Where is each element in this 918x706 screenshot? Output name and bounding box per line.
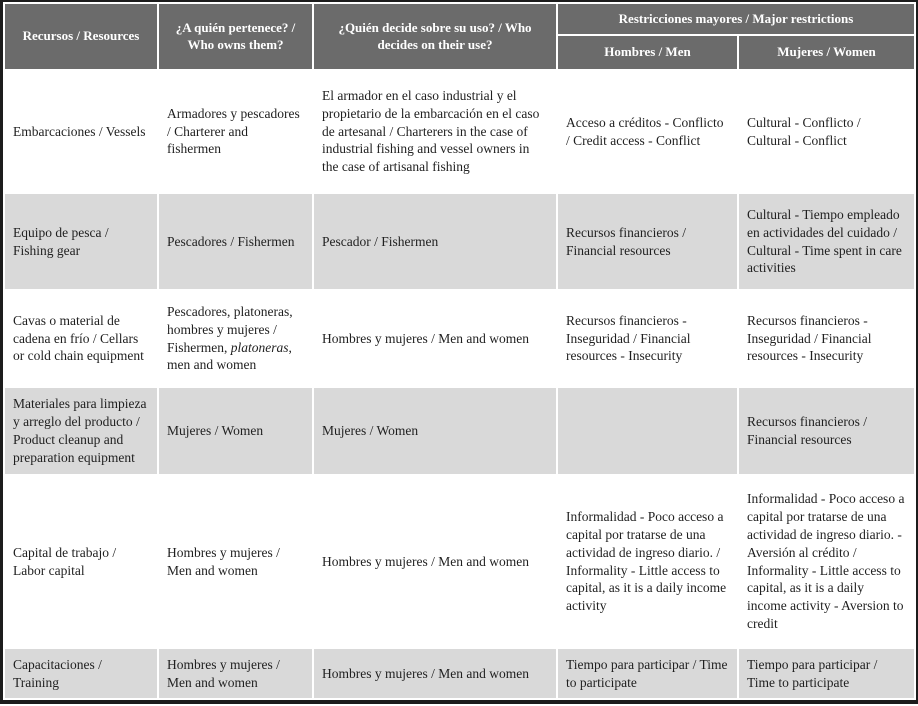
resources-table xyxy=(3,2,916,700)
cell-owner: Hombres y mujeres / Men and women xyxy=(159,649,312,698)
cell-men xyxy=(558,388,737,474)
table-row xyxy=(5,388,914,474)
table-row xyxy=(5,649,914,698)
cell-men: Informalidad - Poco acceso a capital por tratarse de una actividad de ingreso diario. / Informality - Little access to capital, as it is a daily income activity xyxy=(558,476,737,647)
header-men: Hombres / Men xyxy=(558,36,737,69)
cell-owner: Hombres y mujeres / Men and women xyxy=(159,476,312,647)
cell-resource: Equipo de pesca / Fishing gear xyxy=(5,194,157,289)
cell-women: Cultural - Tiempo empleado en actividades del cuidado / Cultural - Time spent in care activities xyxy=(739,194,914,289)
cell-women: Recursos financieros - Inseguridad / Financial resources - Insecurity xyxy=(739,291,914,386)
table-header xyxy=(5,4,914,69)
cell-resource: Capacitaciones / Training xyxy=(5,649,157,698)
cell-women: Recursos financieros / Financial resources xyxy=(739,388,914,474)
cell-owner: Pescadores, platoneras, hombres y mujeres / Fishermen, platoneras, men and women xyxy=(159,291,312,386)
header-resources: Recursos / Resources xyxy=(5,4,157,69)
cell-resource: Cavas o material de cadena en frío / Cellars or cold chain equipment xyxy=(5,291,157,386)
header-decides: ¿Quién decide sobre su uso? / Who decides on their use? xyxy=(314,4,556,69)
cell-owner: Mujeres / Women xyxy=(159,388,312,474)
cell-decides: El armador en el caso industrial y el propietario de la embarcación en el caso de artesanal / Charterers in the case of industrial fishing and vessel owners in the case of artisanal fishing xyxy=(314,71,556,192)
cell-resource: Capital de trabajo / Labor capital xyxy=(5,476,157,647)
cell-men: Tiempo para participar / Time to participate xyxy=(558,649,737,698)
cell-decides: Pescador / Fishermen xyxy=(314,194,556,289)
header-row-top xyxy=(5,4,914,34)
cell-men: Acceso a créditos - Conflicto / Credit access - Conflict xyxy=(558,71,737,192)
cell-owner: Pescadores / Fishermen xyxy=(159,194,312,289)
table-row xyxy=(5,476,914,647)
header-women: Mujeres / Women xyxy=(739,36,914,69)
cell-owner: Armadores y pescadores / Charterer and fishermen xyxy=(159,71,312,192)
header-restrictions: Restricciones mayores / Major restrictions xyxy=(558,4,914,34)
cell-men: Recursos financieros - Inseguridad / Financial resources - Insecurity xyxy=(558,291,737,386)
cell-decides: Hombres y mujeres / Men and women xyxy=(314,649,556,698)
table-row xyxy=(5,291,914,386)
cell-decides: Mujeres / Women xyxy=(314,388,556,474)
cell-women: Informalidad - Poco acceso a capital por tratarse de una actividad de ingreso diario. - Aversión al crédito / Informality - Little access to capital, as it is a daily income activity - Aversion to credit xyxy=(739,476,914,647)
cell-decides: Hombres y mujeres / Men and women xyxy=(314,476,556,647)
cell-decides: Hombres y mujeres / Men and women xyxy=(314,291,556,386)
cell-resource: Embarcaciones / Vessels xyxy=(5,71,157,192)
cell-women: Cultural - Conflicto / Cultural - Conflict xyxy=(739,71,914,192)
header-owner: ¿A quién pertenece? / Who owns them? xyxy=(159,4,312,69)
table-row xyxy=(5,194,914,289)
cell-women: Tiempo para participar / Time to participate xyxy=(739,649,914,698)
table-row xyxy=(5,71,914,192)
cell-resource: Materiales para limpieza y arreglo del producto / Product cleanup and preparation equipment xyxy=(5,388,157,474)
cell-men: Recursos financieros / Financial resources xyxy=(558,194,737,289)
table-body xyxy=(5,71,914,698)
